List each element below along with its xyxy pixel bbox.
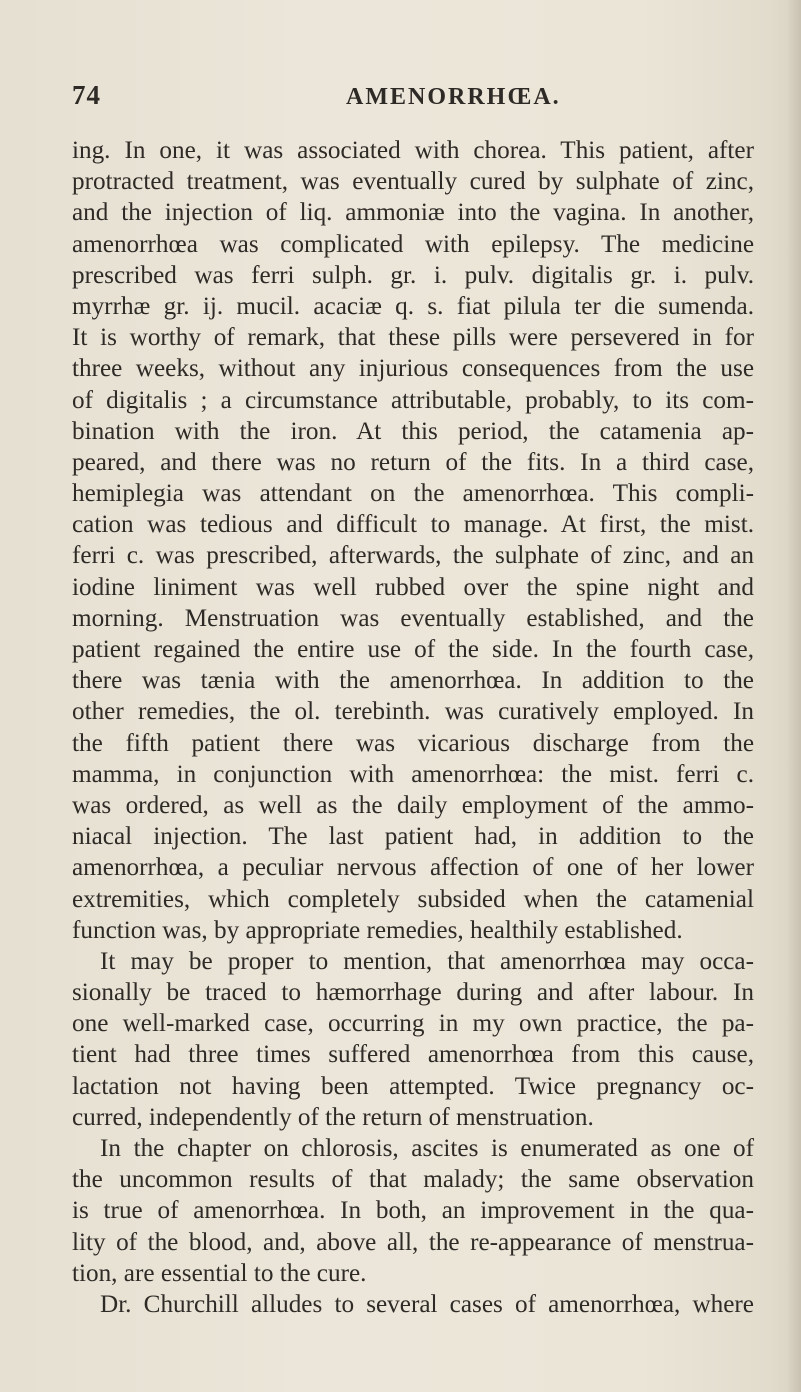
text-line: In the chapter on chlorosis, ascites is enumerated as one of [100,1135,754,1162]
text-line: curred, independently of the return of menstruation. [72,1103,594,1131]
text-line: amenorrhœa, a peculiar nervous affection of one of her lower [72,854,754,882]
body-text [72,135,754,1320]
text-line: hemiplegia was attendant on the amenorrhœa. This compli- [72,480,754,508]
text-line: extremities, which completely subsided when the catamenial [72,885,754,913]
text-line: tient had three times suffered amenorrhœa from this cause, [72,1041,754,1069]
text-line: of digitalis ; a circumstance attributable, probably, to its com- [72,386,754,414]
text-line: niacal injection. The last patient had, in addition to the [72,823,754,851]
text-line: function was, by appropriate remedies, healthily established. [72,916,683,944]
text-line: sionally be traced to hæmorrhage during and after labour. In [72,979,754,1007]
text-line: ferri c. was prescribed, afterwards, the sulphate of zinc, and an [72,542,754,570]
text-line: is true of amenorrhœa. In both, an improvement in the qua- [72,1197,754,1225]
text-line: tion, are essential to the cure. [72,1259,367,1287]
text-line: lity of the blood, and, above all, the re-appearance of menstrua- [72,1228,754,1256]
page-header [72,80,752,120]
text-line: was ordered, as well as the daily employment of the ammo- [72,791,754,819]
text-line: cation was tedious and difficult to manage. At first, the mist. [72,511,754,539]
text-line: the fifth patient there was vicarious discharge from the [72,729,754,757]
text-line: the uncommon results of that malady; the same observation [72,1166,754,1194]
text-line: and the injection of liq. ammoniæ into the vagina. In another, [72,199,754,227]
text-line: It is worthy of remark, that these pills were persevered in for [72,324,754,352]
text-line: protracted treatment, was eventually cured by sulphate of zinc, [72,168,754,196]
page-edge-shadow [787,0,801,1392]
text-line: myrrhæ gr. ij. mucil. acaciæ q. s. fiat pilula ter die sumenda. [72,292,754,320]
text-line: mamma, in conjunction with amenorrhœa: the mist. ferri c. [72,760,754,788]
text-line: Dr. Churchill alludes to several cases of amenorrhœa, where [100,1290,754,1318]
text-line: amenorrhœa was complicated with epilepsy. The medicine [72,230,754,258]
text-line: It may be proper to mention, that amenorrhœa may occa- [100,947,754,975]
text-line: prescribed was ferri sulph. gr. i. pulv. digitalis gr. i. pulv. [72,261,754,289]
page-number: 74 [72,80,101,110]
text-line: other remedies, the ol. terebinth. was curatively employed. In [72,698,754,726]
text-line: peared, and there was no return of the fits. In a third case, [72,448,754,476]
text-line: there was tænia with the amenorrhœa. In addition to the [72,667,754,695]
text-line: bination with the iron. At this period, the catamenia ap- [72,417,754,445]
text-line: ing. In one, it was associated with chorea. This patient, after [72,137,754,164]
text-line: morning. Menstruation was eventually established, and the [72,604,754,632]
running-title: AMENORRHŒA. [346,84,561,110]
text-line: patient regained the entire use of the side. In the fourth case, [72,636,754,663]
text-line: lactation not having been attempted. Twice pregnancy oc- [72,1072,754,1100]
text-line: iodine liniment was well rubbed over the spine night and [72,573,754,601]
text-line: one well-marked case, occurring in my own practice, the pa- [72,1010,754,1038]
text-line: three weeks, without any injurious consequences from the use [72,355,754,383]
